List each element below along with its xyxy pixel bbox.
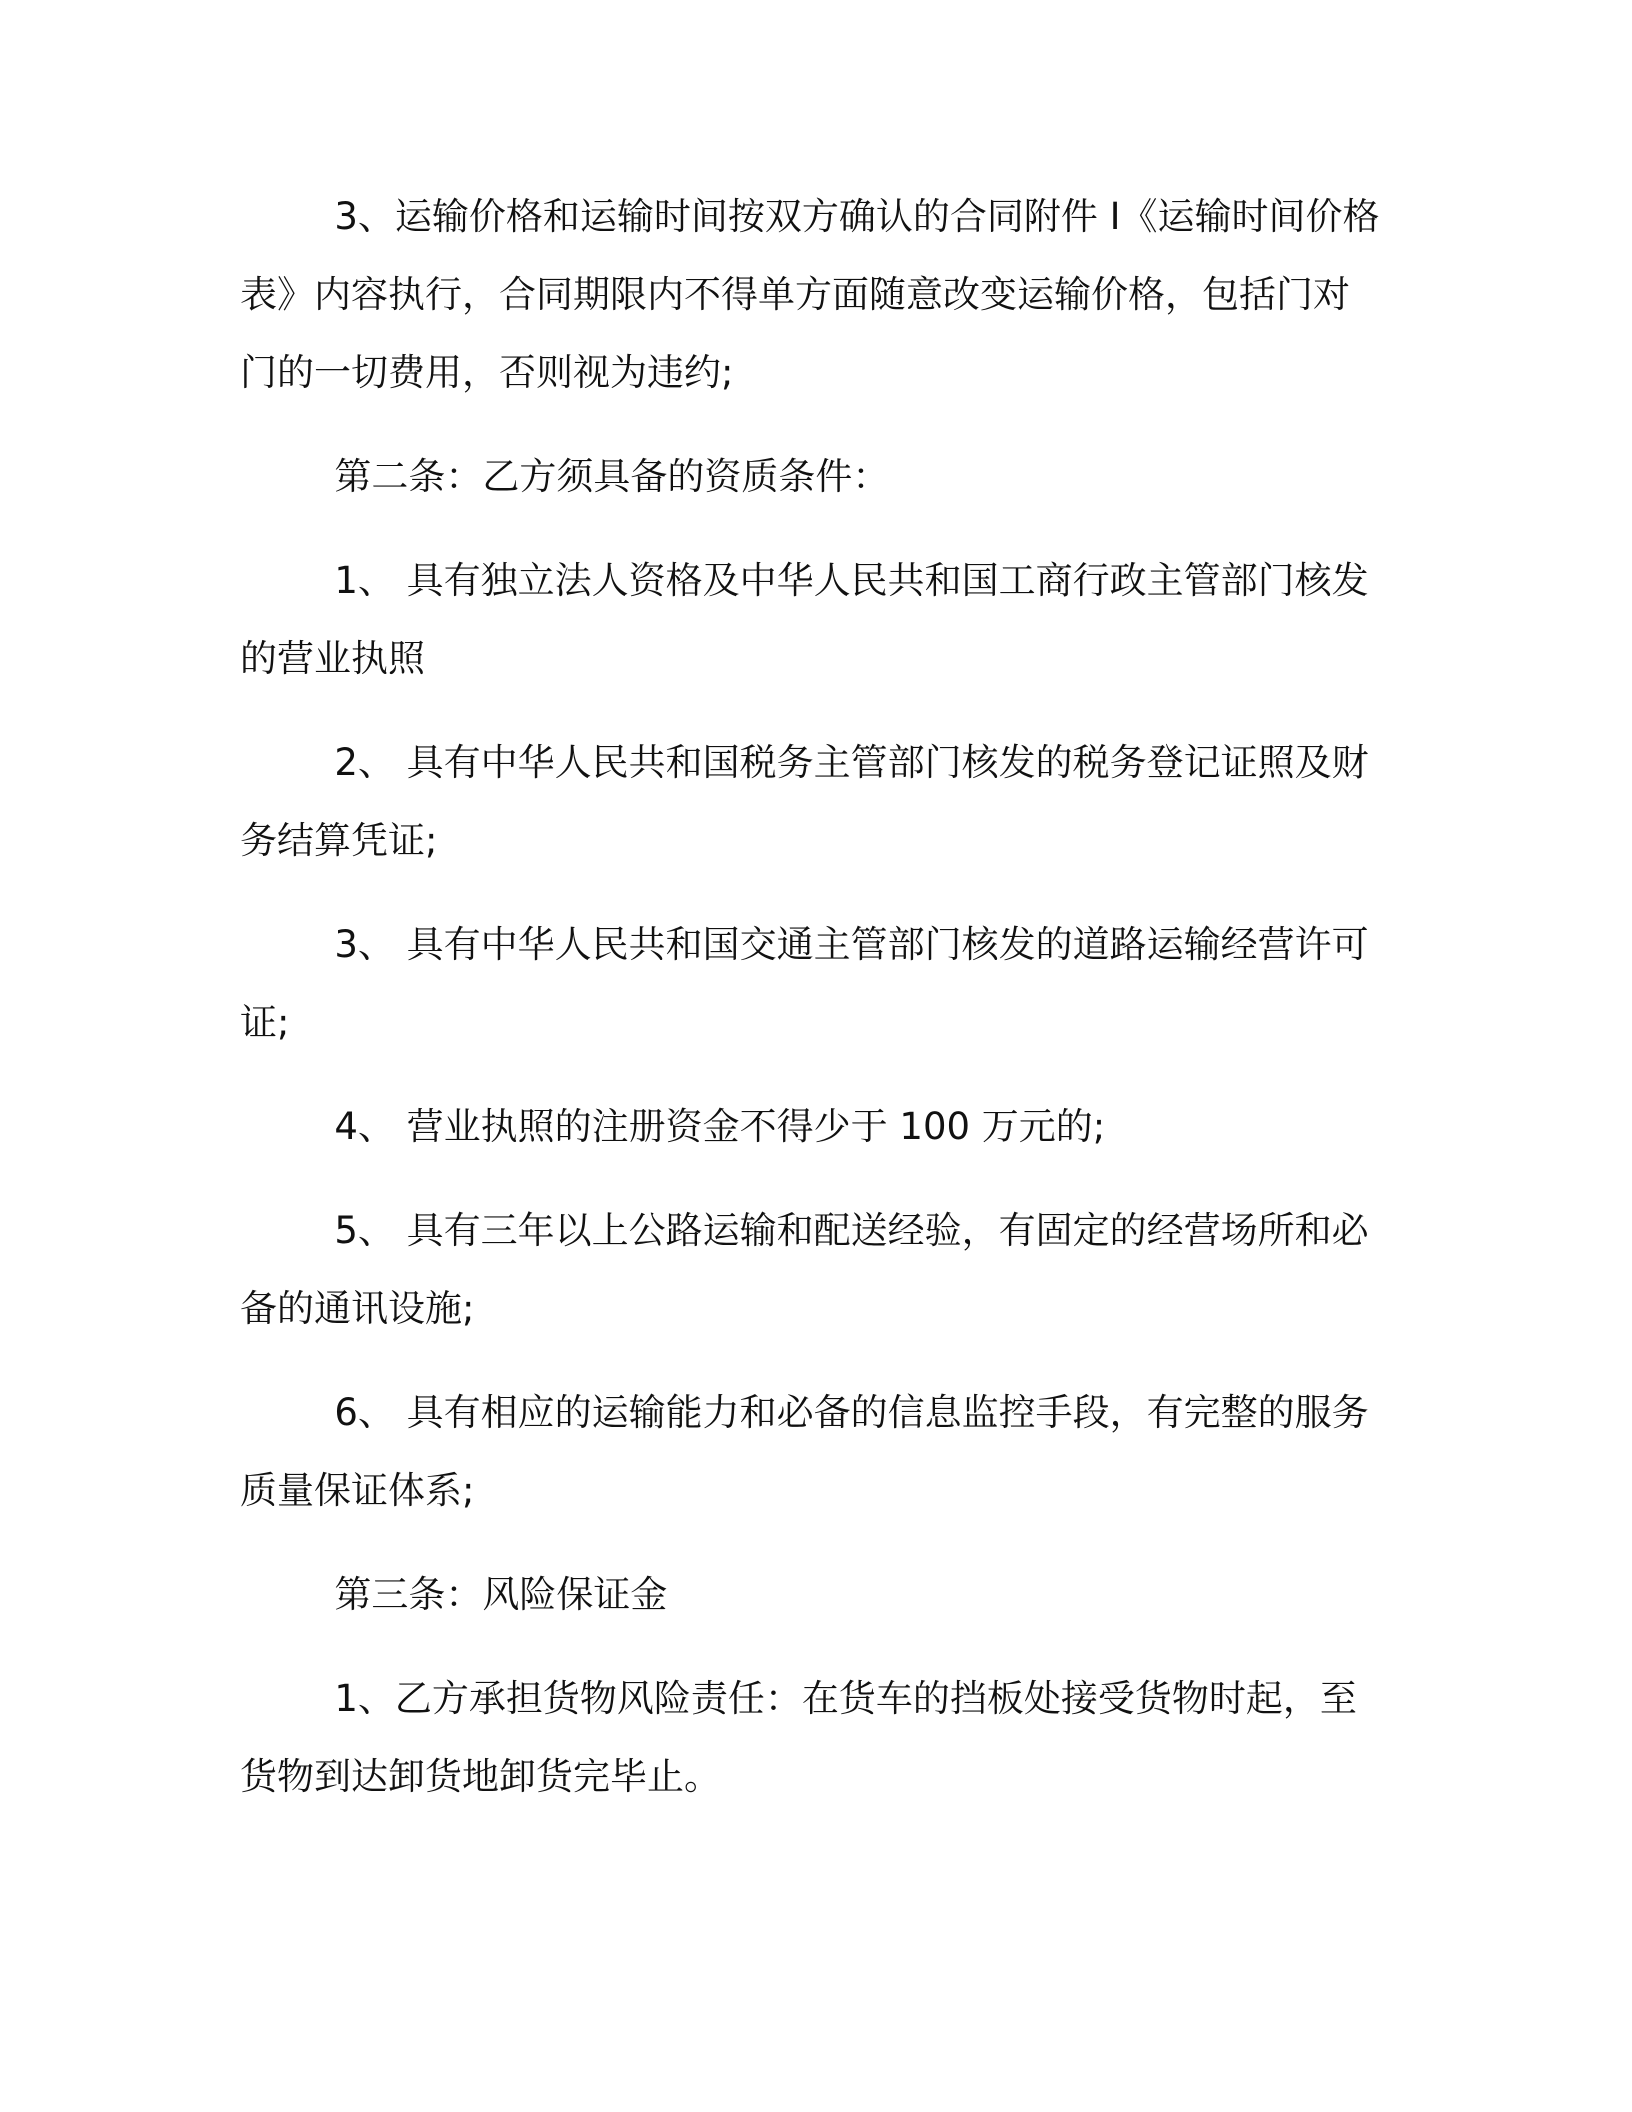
heading-article-2: 第二条：乙方须具备的资质条件： [334,455,890,498]
paragraph-qualification-1: 1、 具有独立法人资格及中华人民共和国工商行政主管部门核发的营业执照 [240,559,1369,680]
paragraph-risk-1: 1、乙方承担货物风险责任：在货车的挡板处接受货物时起，至货物到达卸货地卸货完毕止。 [240,1677,1357,1798]
paragraph-clause-1-3: 3、运输价格和运输时间按双方确认的合同附件 I《运输时间价格表》内容执行，合同期限内不得单方面随意改变运输价格，包括门对门的一切费用，否则视为违约; [240,195,1380,394]
document-body [240,178,1380,1842]
paragraph-qualification-2: 2、 具有中华人民共和国税务主管部门核发的税务登记证照及财务结算凭证; [240,741,1369,862]
heading-article-3: 第三条：风险保证金 [334,1573,668,1616]
paragraph-qualification-5: 5、 具有三年以上公路运输和配送经验，有固定的经营场所和必备的通讯设施; [240,1209,1369,1330]
paragraph-qualification-3: 3、 具有中华人民共和国交通主管部门核发的道路运输经营许可证; [240,923,1369,1044]
paragraph-qualification-6: 6、 具有相应的运输能力和必备的信息监控手段，有完整的服务质量保证体系; [240,1391,1369,1512]
paragraph-qualification-4: 4、 营业执照的注册资金不得少于 100 万元的; [334,1105,1106,1148]
